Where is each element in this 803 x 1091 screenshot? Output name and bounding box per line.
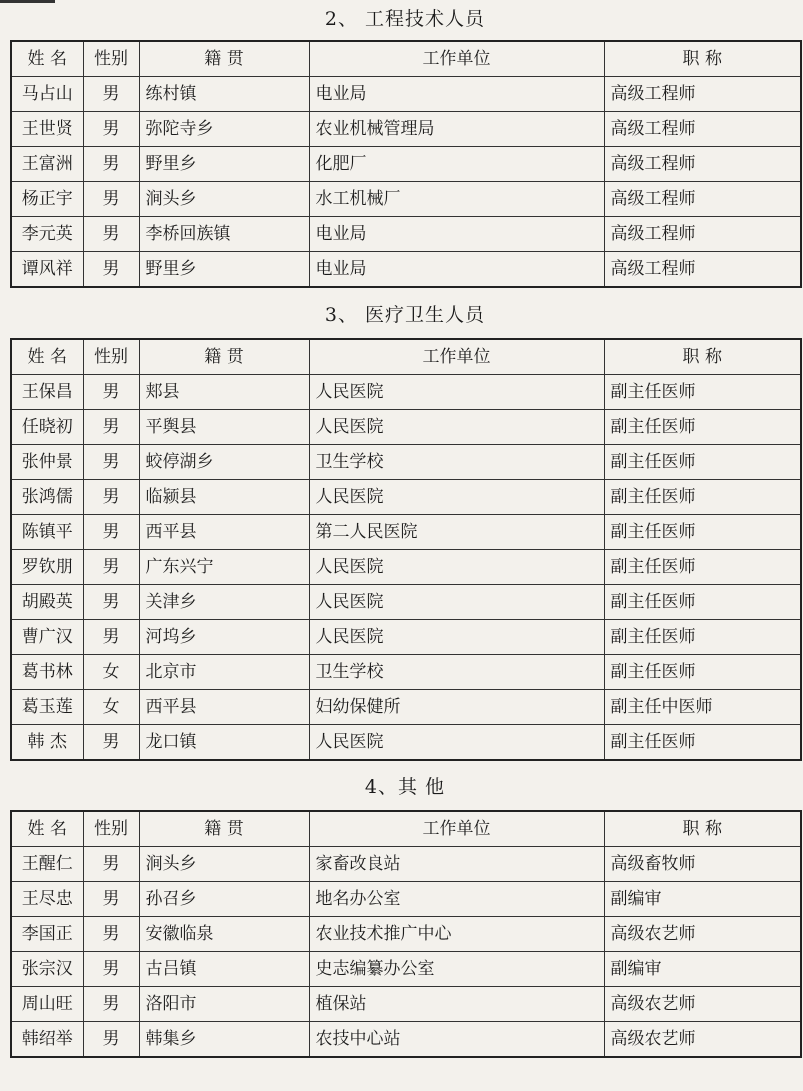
cell-name: 韩 杰 [11, 725, 83, 761]
cell-name: 王世贤 [11, 112, 83, 147]
cell-title: 副主任医师 [604, 410, 801, 445]
cell-gender: 男 [83, 410, 139, 445]
cell-title: 高级畜牧师 [604, 847, 801, 882]
header-name: 姓 名 [11, 41, 83, 77]
cell-title: 高级农艺师 [604, 917, 801, 952]
cell-gender: 男 [83, 550, 139, 585]
table-row [11, 445, 801, 480]
header-title: 职 称 [604, 811, 801, 847]
table-row [11, 585, 801, 620]
cell-work-unit: 人民医院 [309, 725, 604, 761]
table-header-row [11, 339, 801, 375]
table-row [11, 690, 801, 725]
cell-work-unit: 人民医院 [309, 585, 604, 620]
table-row [11, 77, 801, 112]
cell-title: 副主任医师 [604, 550, 801, 585]
cell-name: 胡殿英 [11, 585, 83, 620]
cell-name: 王保昌 [11, 375, 83, 410]
cell-name: 王醒仁 [11, 847, 83, 882]
table-row [11, 655, 801, 690]
table-row [11, 182, 801, 217]
cell-native-place: 河坞乡 [139, 620, 309, 655]
header-native-place: 籍 贯 [139, 811, 309, 847]
cell-work-unit: 地名办公室 [309, 882, 604, 917]
table-row [11, 952, 801, 987]
cell-work-unit: 人民医院 [309, 410, 604, 445]
cell-gender: 男 [83, 252, 139, 288]
cell-title: 高级工程师 [604, 217, 801, 252]
cell-title: 高级工程师 [604, 182, 801, 217]
cell-native-place: 涧头乡 [139, 182, 309, 217]
cell-gender: 男 [83, 112, 139, 147]
cell-work-unit: 史志编纂办公室 [309, 952, 604, 987]
cell-name: 陈镇平 [11, 515, 83, 550]
cell-native-place: 弥陀寺乡 [139, 112, 309, 147]
cell-gender: 男 [83, 515, 139, 550]
cell-gender: 男 [83, 585, 139, 620]
cell-work-unit: 人民医院 [309, 620, 604, 655]
cell-native-place: 北京市 [139, 655, 309, 690]
cell-native-place: 郏县 [139, 375, 309, 410]
table-engineering [10, 40, 802, 288]
table-row [11, 217, 801, 252]
table-row [11, 480, 801, 515]
table-row [11, 1022, 801, 1058]
cell-name: 周山旺 [11, 987, 83, 1022]
header-title: 职 称 [604, 41, 801, 77]
cell-work-unit: 人民医院 [309, 375, 604, 410]
header-work-unit: 工作单位 [309, 41, 604, 77]
section-title: 2、 工程技术人员 [324, 8, 486, 30]
cell-gender: 男 [83, 725, 139, 761]
cell-name: 张鸿儒 [11, 480, 83, 515]
cell-title: 副主任医师 [604, 620, 801, 655]
cell-title: 副主任医师 [604, 585, 801, 620]
cell-work-unit: 农技中心站 [309, 1022, 604, 1058]
cell-native-place: 韩集乡 [139, 1022, 309, 1058]
cell-gender: 男 [83, 847, 139, 882]
cell-title: 副编审 [604, 882, 801, 917]
table-row [11, 112, 801, 147]
table-row [11, 882, 801, 917]
header-gender: 性别 [83, 339, 139, 375]
header-name: 姓 名 [11, 339, 83, 375]
cell-native-place: 练村镇 [139, 77, 309, 112]
table-row [11, 252, 801, 288]
cell-work-unit: 妇幼保健所 [309, 690, 604, 725]
table-medical [10, 338, 802, 761]
cell-title: 高级农艺师 [604, 1022, 801, 1058]
section-title: 4、其 他 [364, 776, 446, 798]
cell-work-unit: 人民医院 [309, 550, 604, 585]
cell-title: 副主任医师 [604, 375, 801, 410]
cell-name: 任晓初 [11, 410, 83, 445]
cell-gender: 女 [83, 655, 139, 690]
table-row [11, 410, 801, 445]
cell-native-place: 涧头乡 [139, 847, 309, 882]
cell-name: 李元英 [11, 217, 83, 252]
cell-name: 王富洲 [11, 147, 83, 182]
cell-native-place: 广东兴宁 [139, 550, 309, 585]
cell-work-unit: 化肥厂 [309, 147, 604, 182]
cell-native-place: 野里乡 [139, 147, 309, 182]
cell-native-place: 孙召乡 [139, 882, 309, 917]
table-row [11, 987, 801, 1022]
cell-title: 副主任中医师 [604, 690, 801, 725]
cell-work-unit: 卫生学校 [309, 445, 604, 480]
table-row [11, 147, 801, 182]
cell-title: 副主任医师 [604, 515, 801, 550]
cell-native-place: 野里乡 [139, 252, 309, 288]
table-row [11, 515, 801, 550]
table-row [11, 725, 801, 761]
cell-name: 张仲景 [11, 445, 83, 480]
cell-name: 杨正宇 [11, 182, 83, 217]
cell-name: 李国正 [11, 917, 83, 952]
table-row [11, 375, 801, 410]
cell-gender: 男 [83, 375, 139, 410]
header-work-unit: 工作单位 [309, 339, 604, 375]
cell-name: 张宗汉 [11, 952, 83, 987]
cell-native-place: 蛟停湖乡 [139, 445, 309, 480]
cell-title: 高级工程师 [604, 147, 801, 182]
cell-name: 马占山 [11, 77, 83, 112]
table-row [11, 917, 801, 952]
cell-native-place: 平舆县 [139, 410, 309, 445]
table-row [11, 550, 801, 585]
cell-gender: 女 [83, 690, 139, 725]
cell-work-unit: 电业局 [309, 252, 604, 288]
cell-work-unit: 第二人民医院 [309, 515, 604, 550]
cell-work-unit: 植保站 [309, 987, 604, 1022]
cell-title: 高级农艺师 [604, 987, 801, 1022]
top-rule [0, 0, 55, 3]
cell-gender: 男 [83, 480, 139, 515]
cell-work-unit: 电业局 [309, 77, 604, 112]
cell-title: 高级工程师 [604, 252, 801, 288]
cell-gender: 男 [83, 882, 139, 917]
cell-gender: 男 [83, 952, 139, 987]
cell-name: 王尽忠 [11, 882, 83, 917]
table-header-row [11, 41, 801, 77]
cell-title: 高级工程师 [604, 112, 801, 147]
cell-gender: 男 [83, 217, 139, 252]
cell-title: 副编审 [604, 952, 801, 987]
section-title: 3、 医疗卫生人员 [324, 304, 486, 326]
header-title: 职 称 [604, 339, 801, 375]
header-work-unit: 工作单位 [309, 811, 604, 847]
cell-title: 副主任医师 [604, 655, 801, 690]
cell-title: 高级工程师 [604, 77, 801, 112]
cell-work-unit: 家畜改良站 [309, 847, 604, 882]
cell-title: 副主任医师 [604, 480, 801, 515]
cell-gender: 男 [83, 987, 139, 1022]
cell-native-place: 龙口镇 [139, 725, 309, 761]
header-native-place: 籍 贯 [139, 339, 309, 375]
cell-name: 葛玉莲 [11, 690, 83, 725]
cell-native-place: 关津乡 [139, 585, 309, 620]
cell-gender: 男 [83, 147, 139, 182]
header-native-place: 籍 贯 [139, 41, 309, 77]
header-name: 姓 名 [11, 811, 83, 847]
table-row [11, 620, 801, 655]
table-row [11, 847, 801, 882]
cell-gender: 男 [83, 1022, 139, 1058]
header-gender: 性别 [83, 811, 139, 847]
cell-work-unit: 人民医院 [309, 480, 604, 515]
cell-gender: 男 [83, 445, 139, 480]
cell-name: 韩绍举 [11, 1022, 83, 1058]
cell-name: 曹广汉 [11, 620, 83, 655]
cell-title: 副主任医师 [604, 445, 801, 480]
cell-gender: 男 [83, 77, 139, 112]
cell-name: 罗钦朋 [11, 550, 83, 585]
cell-title: 副主任医师 [604, 725, 801, 761]
cell-native-place: 李桥回族镇 [139, 217, 309, 252]
cell-native-place: 西平县 [139, 515, 309, 550]
cell-gender: 男 [83, 620, 139, 655]
cell-gender: 男 [83, 182, 139, 217]
cell-name: 谭风祥 [11, 252, 83, 288]
header-gender: 性别 [83, 41, 139, 77]
table-header-row [11, 811, 801, 847]
cell-native-place: 洛阳市 [139, 987, 309, 1022]
table-other [10, 810, 802, 1058]
cell-native-place: 安徽临泉 [139, 917, 309, 952]
cell-native-place: 西平县 [139, 690, 309, 725]
cell-native-place: 临颍县 [139, 480, 309, 515]
cell-gender: 男 [83, 917, 139, 952]
cell-work-unit: 农业技术推广中心 [309, 917, 604, 952]
cell-work-unit: 农业机械管理局 [309, 112, 604, 147]
cell-work-unit: 水工机械厂 [309, 182, 604, 217]
cell-native-place: 古吕镇 [139, 952, 309, 987]
cell-work-unit: 卫生学校 [309, 655, 604, 690]
cell-name: 葛书林 [11, 655, 83, 690]
cell-work-unit: 电业局 [309, 217, 604, 252]
